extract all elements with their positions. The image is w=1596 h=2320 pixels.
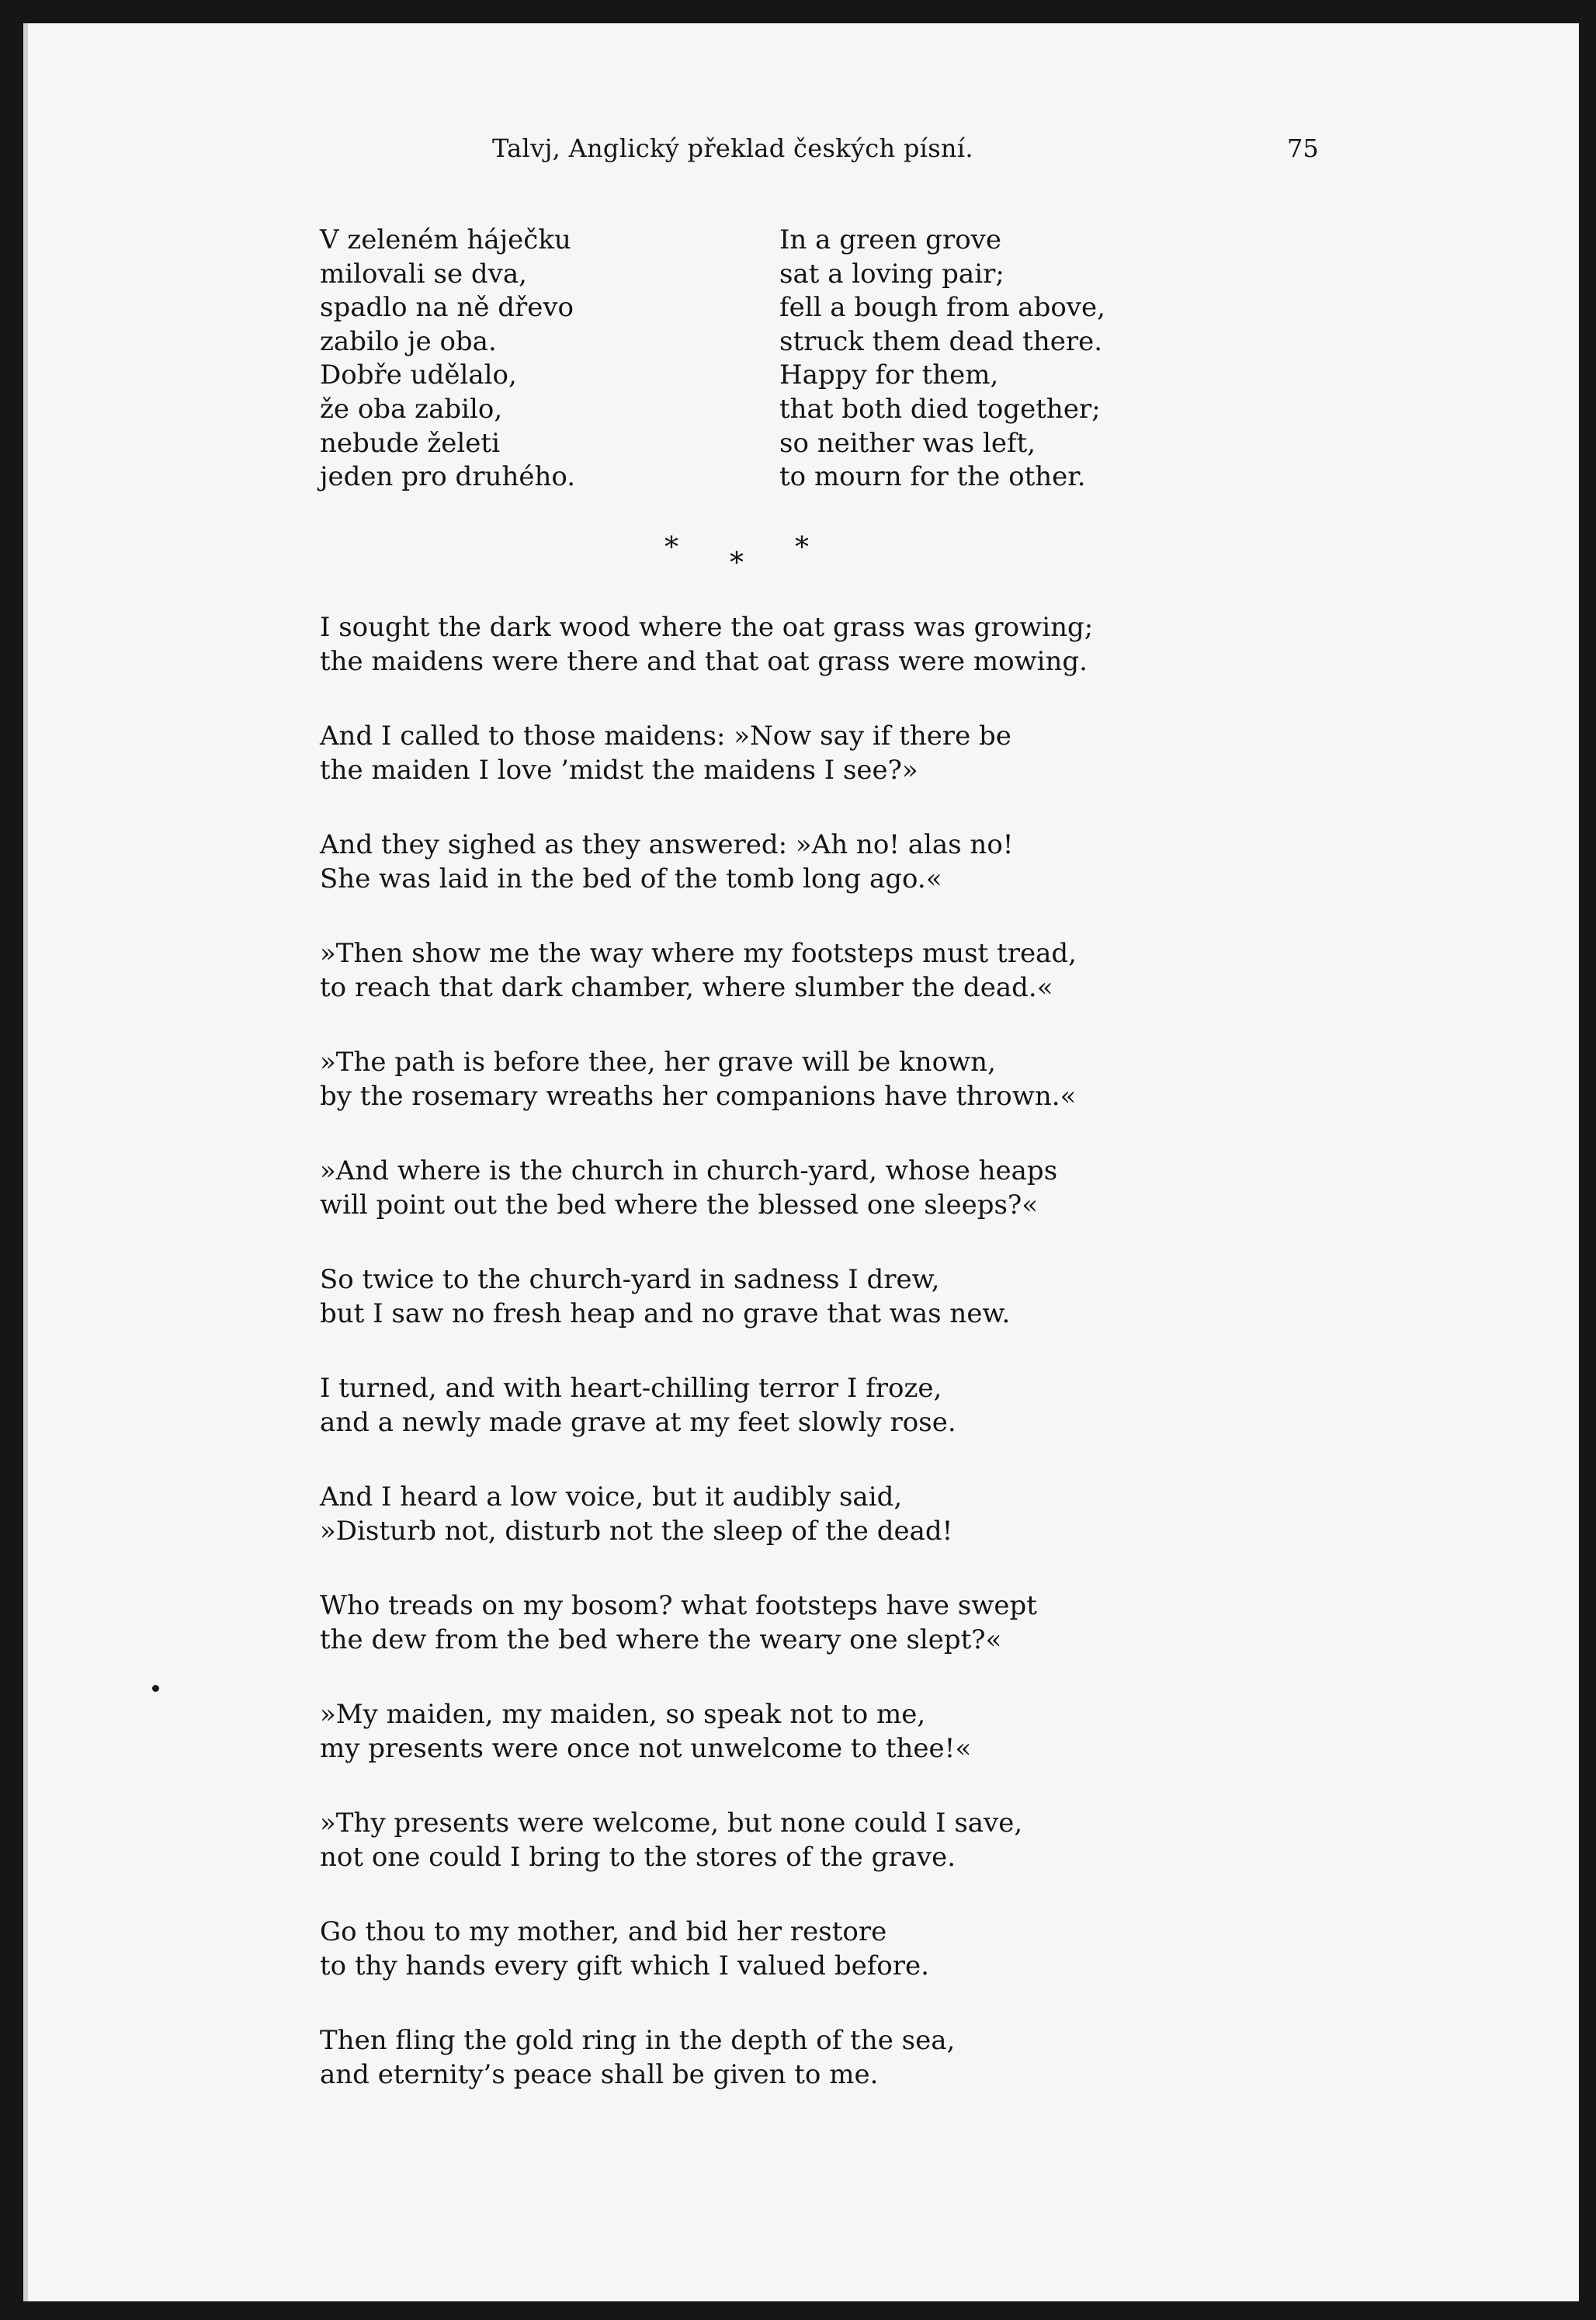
stanza <box>320 2023 1251 2092</box>
stanza-line: Then fling the gold ring in the depth of the sea, <box>320 2025 956 2056</box>
stanza-line: my presents were once not unwelcome to thee!« <box>320 1733 972 1764</box>
stanza-line: »Thy presents were welcome, but none could I save, <box>320 1808 1023 1839</box>
stanza-line: Who treads on my bosom? what footsteps have swept <box>320 1590 1037 1621</box>
stanza <box>320 1045 1251 1113</box>
english-line: so neither was left, <box>779 427 1036 459</box>
english-line: that both died together; <box>779 393 1101 425</box>
english-line: Happy for them, <box>779 359 999 391</box>
stanza-line: Go thou to my mother, and bid her restore <box>320 1916 887 1947</box>
stanza-line: So twice to the church-yard in sadness I drew, <box>320 1264 940 1295</box>
stanza <box>320 1589 1251 1657</box>
stanza-line: She was laid in the bed of the tomb long ago.« <box>320 863 942 894</box>
english-line: In a green grove <box>779 224 1001 255</box>
separator-asterisk: * <box>730 547 744 579</box>
czech-line: V zeleném háječku <box>320 224 571 255</box>
stanza-line: the dew from the bed where the weary one slept?« <box>320 1624 1002 1655</box>
czech-line: nebude želeti <box>320 427 500 459</box>
czech-line: zabilo je oba. <box>320 325 497 357</box>
stanza-line: to reach that dark chamber, where slumber the dead.« <box>320 972 1053 1003</box>
czech-line: jeden pro druhého. <box>320 461 576 493</box>
running-header: Talvj, Anglický překlad českých písní. <box>492 134 973 163</box>
stanza-line: »Disturb not, disturb not the sleep of the dead! <box>320 1516 953 1547</box>
stanza <box>320 1697 1251 1766</box>
stanza-line: »My maiden, my maiden, so speak not to me, <box>320 1699 926 1730</box>
stanza-line: I sought the dark wood where the oat grass was growing; <box>320 612 1094 643</box>
poem-stanzas <box>320 610 1251 2132</box>
stanza <box>320 719 1251 787</box>
czech-line: milovali se dva, <box>320 258 527 290</box>
english-line: fell a bough from above, <box>779 292 1105 324</box>
stanza-line: to thy hands every gift which I valued before. <box>320 1950 929 1981</box>
stanza-line: and eternity’s peace shall be given to me. <box>320 2059 879 2090</box>
stanza <box>320 1262 1251 1331</box>
stanza-line: but I saw no fresh heap and no grave that was new. <box>320 1298 1011 1329</box>
czech-line: že oba zabilo, <box>320 393 503 425</box>
stanza-line: and a newly made grave at my feet slowly rose. <box>320 1407 956 1438</box>
stanza-line: »Then show me the way where my footsteps must tread, <box>320 938 1077 969</box>
english-line: sat a loving pair; <box>779 258 1004 290</box>
stanza-line: will point out the bed where the blessed one sleeps?« <box>320 1190 1039 1221</box>
english-line: to mourn for the other. <box>779 461 1086 493</box>
english-line: struck them dead there. <box>779 325 1103 357</box>
english-translation <box>779 224 1105 495</box>
stanza <box>320 1915 1251 1983</box>
stanza-line: not one could I bring to the stores of the grave. <box>320 1842 956 1873</box>
stanza-line: »The path is before thee, her grave will be known, <box>320 1047 996 1078</box>
czech-poem <box>320 224 575 495</box>
separator-asterisk: * <box>664 532 678 564</box>
stanza-line: And they sighed as they answered: »Ah no! alas no! <box>320 829 1014 860</box>
stanza <box>320 1806 1251 1874</box>
czech-line: Dobře udělalo, <box>320 359 517 391</box>
margin-dot <box>152 1685 159 1692</box>
stanza-line: the maidens were there and that oat grass were mowing. <box>320 646 1088 677</box>
stanza <box>320 936 1251 1005</box>
stanza-line: I turned, and with heart-chilling terror I froze, <box>320 1373 942 1404</box>
stanza <box>320 1480 1251 1548</box>
page-number: 75 <box>1287 134 1319 163</box>
stanza-line: by the rosemary wreaths her companions have thrown.« <box>320 1081 1077 1112</box>
stanza-line: And I called to those maidens: »Now say if there be <box>320 721 1011 752</box>
separator-asterisk: * <box>795 532 809 564</box>
czech-line: spadlo na ně dřevo <box>320 292 574 324</box>
stanza-line: And I heard a low voice, but it audibly said, <box>320 1481 903 1513</box>
stanza <box>320 610 1251 679</box>
stanza-line: the maiden I love ’midst the maidens I see?» <box>320 755 918 786</box>
stanza <box>320 1154 1251 1222</box>
stanza <box>320 828 1251 896</box>
stanza-line: »And where is the church in church-yard, whose heaps <box>320 1155 1058 1186</box>
stanza <box>320 1371 1251 1440</box>
